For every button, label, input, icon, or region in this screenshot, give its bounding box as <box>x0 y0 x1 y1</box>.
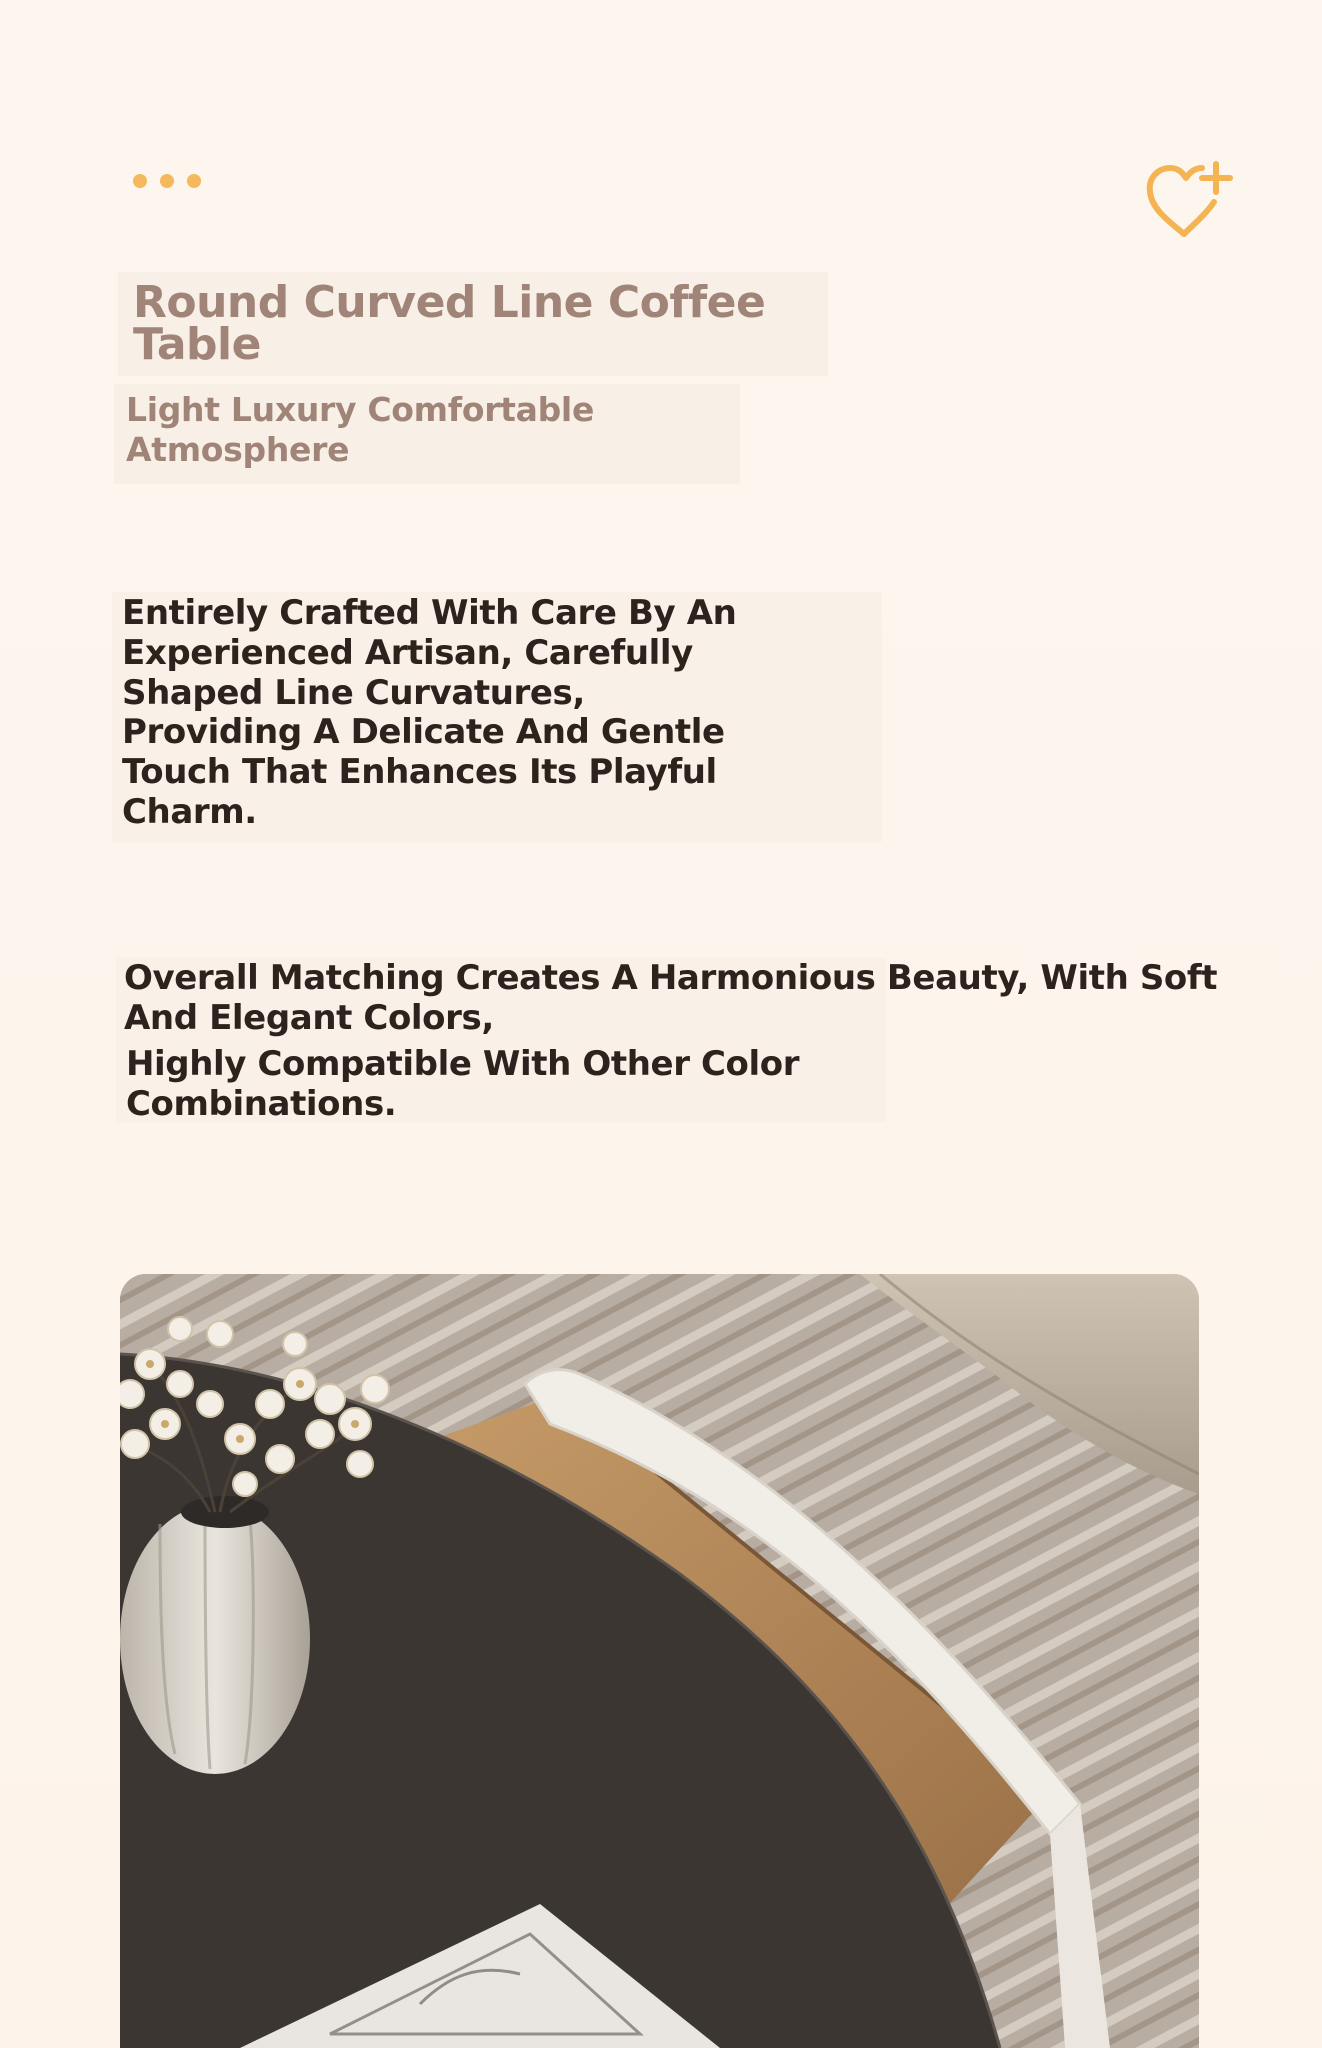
product-title: Round Curved Line Coffee Table <box>133 277 766 370</box>
product-subtitle: Light Luxury Comfortable Atmosphere <box>126 390 595 469</box>
add-to-favorites-icon[interactable] <box>1140 160 1236 244</box>
dot <box>160 174 174 188</box>
dot <box>133 174 147 188</box>
product-description-compatibility: Highly Compatible With Other Color Combinations. <box>126 1044 800 1124</box>
product-photo <box>120 1274 1199 2048</box>
dot <box>187 174 201 188</box>
more-options-icon[interactable] <box>133 170 211 192</box>
product-description-colors: Overall Matching Creates A Harmonious Beauty, With Soft And Elegant Colors, <box>124 958 1218 1038</box>
product-description-craft: Entirely Crafted With Care By An Experienced Artisan, Carefully Shaped Line Curvatures, Providing A Delicate And Gentle Touch That Enhances Its Playful Charm. <box>122 593 737 832</box>
